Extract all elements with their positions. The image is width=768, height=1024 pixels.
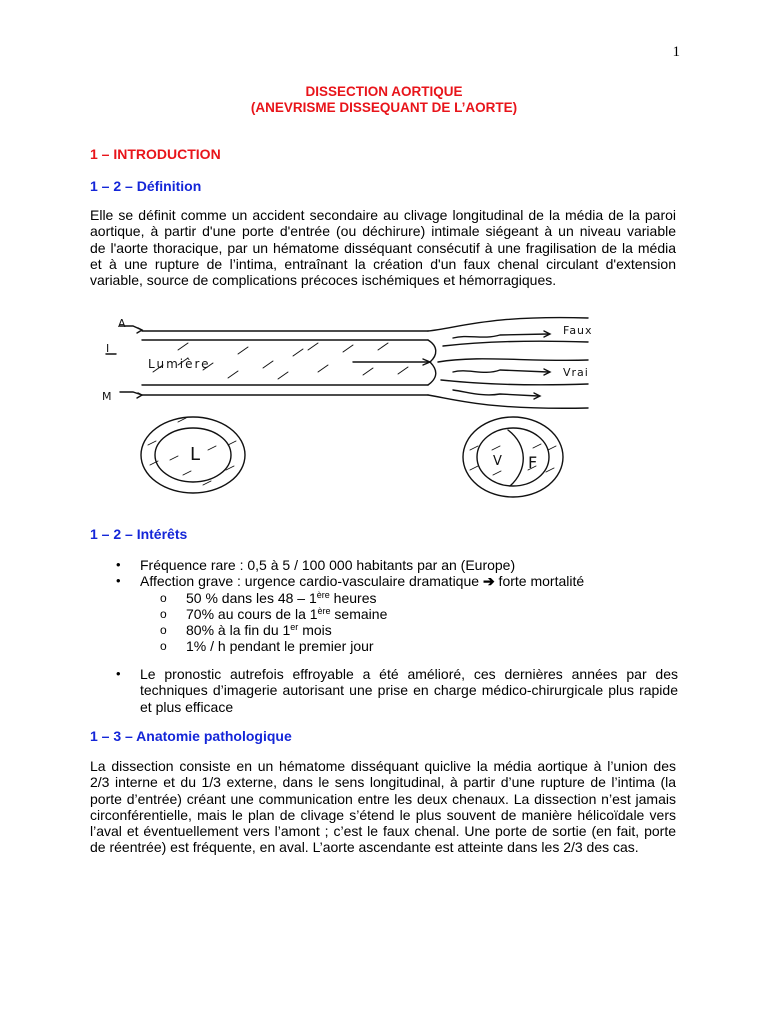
document-subtitle: (ANEVRISME DISSEQUANT DE L’AORTE): [250, 100, 518, 115]
text-line: Le pronostic autrefois effroyable a été amélioré, ces dernières années par des: [140, 666, 678, 682]
section-heading-definition: 1 – 2 – Définition: [90, 178, 202, 194]
circle-bullet-icon: o: [160, 606, 167, 621]
dilated-outer-bottom: [428, 395, 588, 408]
list-subitem: o 50 % dans les 48 – 1ère heures: [160, 589, 377, 606]
text-line: Elle se définit comme un accident secondaire au clivage longitudinal de la média de la paroi: [90, 207, 676, 223]
label-l: L: [190, 444, 201, 465]
text-line: aortique, à partir d'une porte d'entrée (ou déchirure) intimale siégeant à un niveau variable: [90, 223, 676, 240]
document-title: DISSECTION AORTIQUE: [305, 84, 463, 99]
text-line: variable, source de complications précoces ischémiques et hémorragiques.: [90, 272, 557, 289]
section-heading-interets: 1 – 2 – Intérêts: [90, 526, 188, 542]
label-a: A: [118, 317, 126, 330]
label-vrai: Vrai: [563, 366, 589, 379]
bullet-icon: •: [116, 557, 121, 572]
circle-bullet-icon: o: [160, 590, 167, 605]
text-line: 2/3 interne et du 1/3 externe, dans le sens longitudinal, à partir d’une rupture de l’intima (la: [90, 774, 676, 791]
list-subitem: o 70% au cours de la 1ère semaine: [160, 605, 388, 622]
label-lumiere: Lumière: [148, 357, 211, 371]
list-item: • Affection grave : urgence cardio-vasculaire dramatique ➔ forte mortalité: [116, 573, 585, 590]
label-i: I: [106, 342, 110, 355]
text-line: La dissection consiste en un hématome disséquant quiclive la média aortique à l’union des: [90, 758, 676, 774]
right-arrow-icon: ➔: [482, 573, 495, 590]
cross-section-dissected: [463, 417, 563, 497]
list-subitem: o 80% à la fin du 1er mois: [160, 622, 332, 639]
label-v: V: [493, 454, 502, 469]
definition-paragraph: [90, 207, 676, 288]
text-line: l’aval et éventuellement vers l’amont ; c’est le faux chenal. Une porte de sortie (en fait, porte: [90, 823, 676, 840]
section-heading-anatomie: 1 – 3 – Anatomie pathologique: [90, 728, 292, 744]
text-line: et plus efficace: [140, 698, 234, 715]
circle-bullet-icon: o: [160, 623, 167, 638]
bullet-icon: •: [116, 666, 121, 681]
text-line: et à une rupture de l’intima, entraînant la création d'un faux chenal circulant d'extension: [90, 255, 676, 272]
circle-bullet-icon: o: [160, 639, 167, 654]
pronostic-item: [90, 666, 678, 715]
section-heading-introduction: 1 – INTRODUCTION: [90, 146, 221, 162]
text-line: techniques d’imagerie autorisant une prise en charge médico-chirurgicale plus rapide: [140, 682, 678, 699]
label-faux: Faux: [563, 324, 593, 337]
text-line: de réentrée) est fréquente, en aval. L’aorte ascendante est atteinte dans les 2/3 des cas.: [90, 839, 639, 856]
label-f: F: [528, 453, 538, 472]
text-line: porte d’entrée) créant une communication entre les deux chenaux. La dissection n’est jamais: [90, 790, 676, 807]
bullet-icon: •: [116, 573, 121, 589]
list-item: • Fréquence rare : 0,5 à 5 / 100 000 habitants par an (Europe): [116, 557, 516, 573]
text-line: circonférentielle, mais le plan de clivage s’étend le plus souvent de manière hélicoïdale vers: [90, 806, 676, 823]
text-line: de l'aorte thoracique, par un hématome disséquant consécutif à une fragilisation de la média: [90, 239, 676, 256]
page-number: 1: [672, 44, 680, 60]
list-subitem: o 1% / h pendant le premier jour: [160, 638, 374, 655]
label-m: M: [102, 390, 112, 403]
aortic-dissection-diagram: [102, 310, 608, 500]
anatomie-paragraph: [90, 758, 676, 856]
interets-list: [90, 557, 680, 655]
